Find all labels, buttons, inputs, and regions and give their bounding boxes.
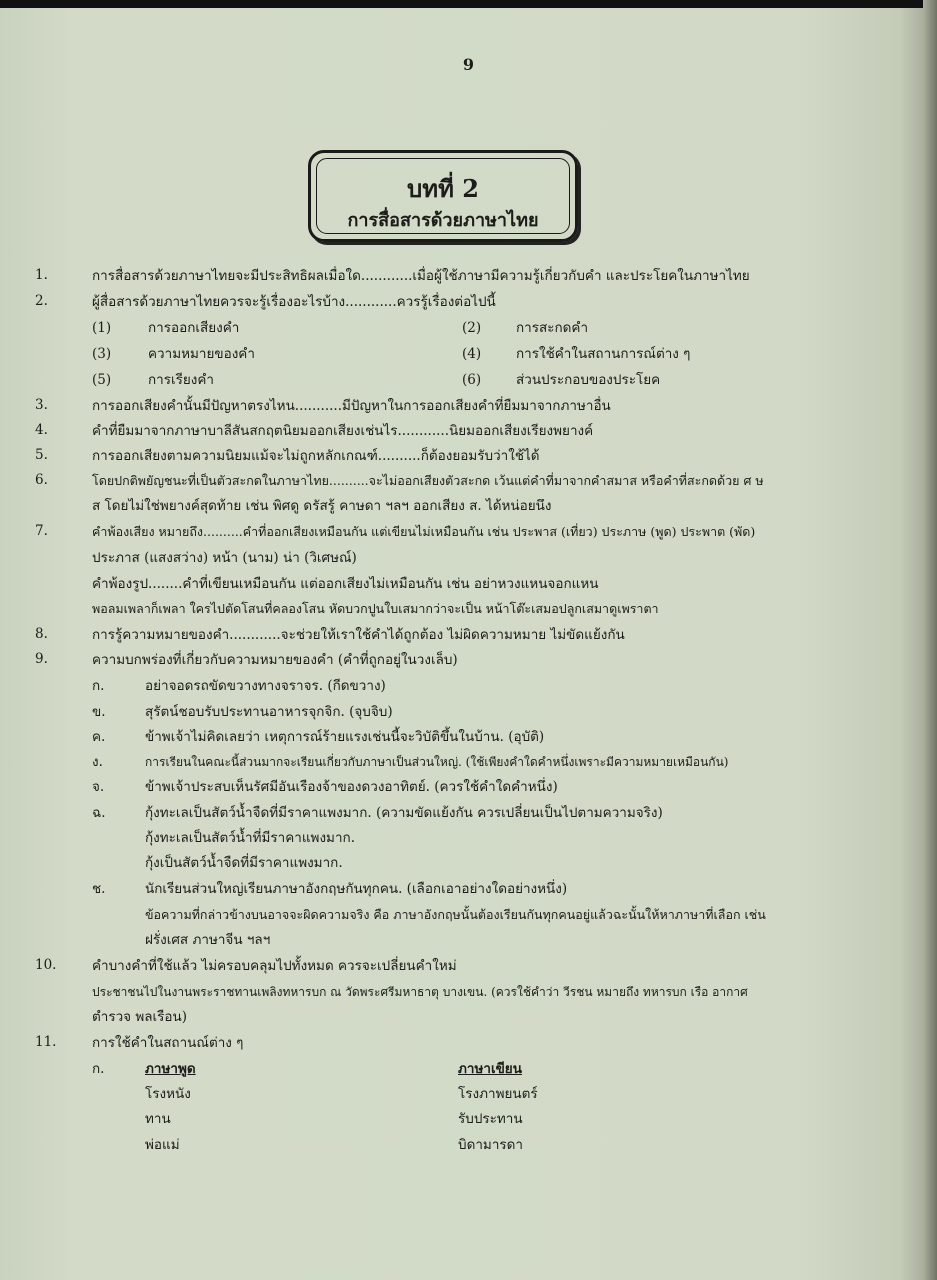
subitem-letter: ค. [92, 729, 106, 745]
subitem-text: กุ้งทะเลเป็นสัตว์น้ำจืดที่มีราคาแพงมาก. (ความขัดแย้งกัน ควรเปลี่ยนเป็นไปตามความจริง) [145, 805, 663, 821]
item-10-continued: ตำรวจ พลเรือน) [92, 1009, 188, 1025]
subitem-text: ข้าพเจ้าไม่คิดเลยว่า เหตุการณ์ร้ายแรงเช่นนี้จะวิบัติขึ้นในบ้าน. (อุบัติ) [145, 729, 545, 745]
sublist-text: การสะกดคำ [516, 320, 589, 336]
item-8-text: การรู้ความหมายของคำ............จะช่วยให้เราใช้คำได้ถูกต้อง ไม่ผิดความหมาย ไม่ขัดแย้งกัน [92, 627, 625, 643]
item-4-text: คำที่ยืมมาจากภาษาบาลีสันสกฤตนิยมออกเสียงเช่นไร............นิยมออกเสียงเรียงพยางค์ [92, 423, 594, 439]
subitem-example: กุ้งทะเลเป็นสัตว์น้ำที่มีราคาแพงมาก. [145, 830, 355, 846]
item-6-text: โดยปกติพยัญชนะที่เป็นตัวสะกดในภาษาไทย..........จะไม่ออกเสียงตัวสะกด เว้นแต่คำที่มาจากคำสมาส หรือคำที่สะกดด้วย ศ ษ [92, 473, 764, 488]
item-1-text: การสื่อสารด้วยภาษาไทยจะมีประสิทธิผลเมื่อใด............เมื่อผู้ใช้ภาษามีความรู้เกี่ยวกับคำ และประโยคในภาษาไทย [92, 268, 750, 284]
sublist-number: (2) [462, 320, 482, 336]
item-2-text: ผู้สื่อสารด้วยภาษาไทยควรจะรู้เรื่องอะไรบ้าง............ควรรู้เรื่องต่อไปนี้ [92, 294, 496, 310]
sublist-text: ความหมายของคำ [148, 346, 255, 362]
written-word: บิดามารดา [458, 1137, 523, 1153]
spoken-language-header: ภาษาพูด [145, 1061, 196, 1077]
subitem-letter: ง. [92, 754, 103, 770]
item-11-text: การใช้คำในสถานณ์ต่าง ๆ [92, 1035, 244, 1051]
spoken-word: โรงหนัง [145, 1086, 191, 1102]
item-number: 11. [35, 1034, 57, 1050]
subitem-letter: จ. [92, 779, 105, 795]
item-number: 7. [35, 523, 48, 539]
sublist-number: (4) [462, 346, 482, 362]
item-number: 10. [35, 957, 57, 973]
item-number: 4. [35, 422, 48, 438]
chapter-title-box [308, 150, 578, 242]
item-7-homograph-examples: พอลมเพลาก็เพลา ใครไปตัดโสนที่คลองโสน หัดบวกปูนใบเสมากว่าจะเป็น หน้าโต๊ะเสมอปลูกเสมาดูเพราตา [92, 601, 659, 616]
subitem-letter: ก. [92, 678, 105, 694]
subitem-text: สุรัตน์ชอบรับประทานอาหารจุกจิก. (จุบจิบ) [145, 704, 393, 720]
item-9-text: ความบกพร่องที่เกี่ยวกับความหมายของคำ (คำที่ถูกอยู่ในวงเล็บ) [92, 652, 458, 668]
item-7-text: คำพ้องเสียง หมายถึง..........คำที่ออกเสียงเหมือนกัน แต่เขียนไม่เหมือนกัน เช่น ประพาส (เที่ยว) ประภาษ (พูด) ประพาต (พัด) [92, 524, 756, 539]
item-number: 1. [35, 267, 48, 283]
written-language-header: ภาษาเขียน [458, 1061, 522, 1077]
scan-right-edge [923, 0, 937, 1280]
item-10-text: คำบางคำที่ใช้แล้ว ไม่ครอบคลุมไปทั้งหมด ควรจะเปลี่ยนคำใหม่ [92, 958, 457, 974]
sublist-text: ส่วนประกอบของประโยค [516, 372, 661, 388]
page-number: 9 [462, 55, 475, 74]
item-number: 8. [35, 626, 48, 642]
item-number: 2. [35, 293, 48, 309]
subitem-letter: ข. [92, 704, 106, 720]
item-10-example: ประชาชนไปในงานพระราชทานเพลิงทหารบก ณ วัดพระศรีมหาธาตุ บางเขน. (ควรใช้คำว่า วีรชน หมายถึง ทหารบก เรือ อากาศ [92, 985, 748, 999]
item-7-continued: ประภาส (แสงสว่าง) หน้า (นาม) น่า (วิเศษณ์) [92, 550, 357, 566]
subitem-text: ข้าพเจ้าประสบเห็นรัศมีอันเรืองจ้าของดวงอาทิตย์. (ควรใช้คำใดคำหนึ่ง) [145, 779, 558, 795]
scan-top-border [0, 0, 937, 8]
subitem-text: อย่าจอดรถขัดขวางทางจราจร. (กีดขวาง) [145, 678, 386, 694]
spoken-word: พ่อแม่ [145, 1137, 180, 1153]
item-number: 5. [35, 447, 48, 463]
spoken-word: ทาน [145, 1111, 171, 1127]
subitem-explanation: ฝรั่งเศส ภาษาจีน ฯลฯ [145, 932, 271, 948]
sublist-text: การเรียงคำ [148, 372, 214, 388]
subitem-explanation: ข้อความที่กล่าวข้างบนอาจจะผิดความจริง คือ ภาษาอังกฤษนั้นต้องเรียนกันทุกคนอยู่แล้วฉะนั้นให้หาภาษาที่เลือก เช่น [145, 907, 766, 922]
item-number: 9. [35, 651, 48, 667]
subitem-text: นักเรียนส่วนใหญ่เรียนภาษาอังกฤษกันทุกคน. (เลือกเอาอย่างใดอย่างหนึ่ง) [145, 881, 568, 897]
sublist-text: การใช้คำในสถานการณ์ต่าง ๆ [516, 346, 691, 362]
item-5-text: การออกเสียงตามความนิยมแม้จะไม่ถูกหลักเกณฑ์..........ก็ต้องยอมรับว่าใช้ได้ [92, 448, 540, 464]
item-6-continued: ส โดยไม่ใช่พยางค์สุดท้าย เช่น พิศดู ดรัสรู้ คาษดา ฯลฯ ออกเสียง ส. ได้หน่อยนึง [92, 498, 552, 514]
sublist-number: (1) [92, 320, 112, 336]
item-number: 3. [35, 397, 48, 413]
subitem-text: การเรียนในคณะนี้ส่วนมากจะเรียนเกี่ยวกับภาษาเป็นส่วนใหญ่. (ใช้เพียงคำใดคำหนึ่งเพราะมีความหมายเหมือนกัน) [145, 755, 729, 769]
subitem-letter: ฉ. [92, 805, 106, 821]
subitem-example: กุ้งเป็นสัตว์น้ำจืดที่มีราคาแพงมาก. [145, 855, 343, 871]
sublist-text: การออกเสียงคำ [148, 320, 240, 336]
item-number: 6. [35, 472, 48, 488]
subitem-letter: ช. [92, 881, 106, 897]
written-word: โรงภาพยนตร์ [458, 1086, 538, 1102]
item-3-text: การออกเสียงคำนั้นมีปัญหาตรงไหน...........มีปัญหาในการออกเสียงคำที่ยืมมาจากภาษาอื่น [92, 398, 611, 414]
chapter-subtitle: การสื่อสารด้วยภาษาไทย [347, 210, 539, 231]
written-word: รับประทาน [458, 1111, 523, 1127]
item-7-homograph: คำพ้องรูป........คำที่เขียนเหมือนกัน แต่ออกเสียงไม่เหมือนกัน เช่น อย่าหวงแหนจอกแหน [92, 576, 599, 592]
subitem-letter: ก. [92, 1061, 105, 1077]
chapter-title: บทที่ 2 [407, 174, 479, 203]
sublist-number: (5) [92, 372, 112, 388]
sublist-number: (6) [462, 372, 482, 388]
sublist-number: (3) [92, 346, 112, 362]
